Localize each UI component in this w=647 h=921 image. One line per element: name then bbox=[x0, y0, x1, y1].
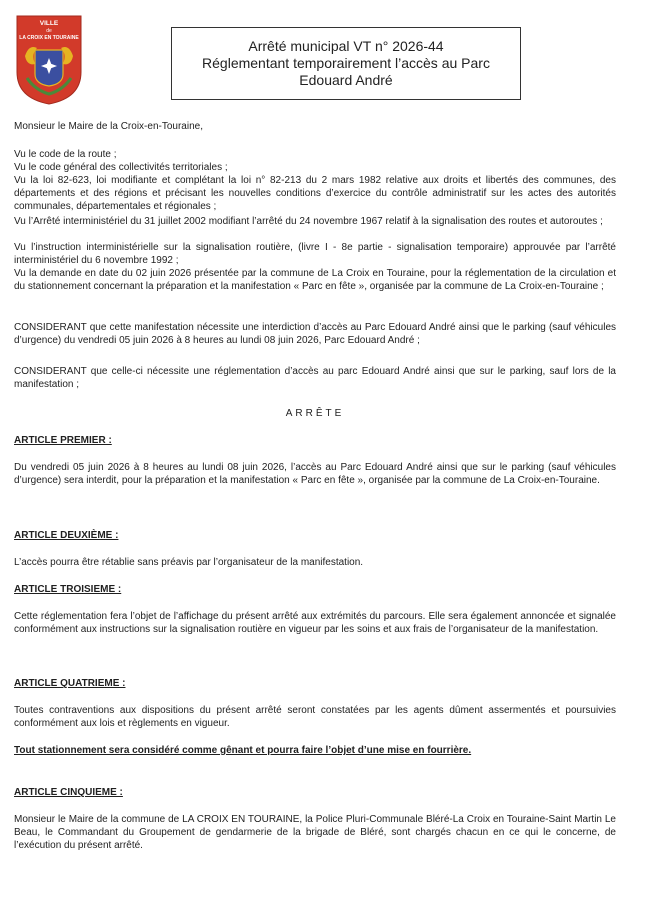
title-line-1: Arrêté municipal VT n° 2026-44 bbox=[248, 38, 444, 54]
article-5-text: Monsieur le Maire de la commune de LA CROIX EN TOURAINE, la Police Pluri-Communale Bléré-La Croix en Touraine-Saint Martin Le Beau, le Commandant du Groupement de gendarmerie de la brigade de Bléré, sont chargés chacun en ce qui le concerne, de l’exécution du présent arrêté. bbox=[14, 814, 616, 851]
article-5-heading: ARTICLE CINQUIEME : bbox=[14, 787, 123, 798]
title-line-3: Edouard André bbox=[299, 72, 393, 88]
article-2-text: L’accès pourra être rétablie sans préavis par l’organisateur de la manifestation. bbox=[14, 557, 364, 568]
consideration-loi-82-623: Vu la loi 82-623, loi modifiante et complétant la loi n° 82-213 du 2 mars 1982 relative aux droits et libertés des communes, des départements et des régions et précisant les nouvelles conditions d’exercice du contrôle administratif sur les actes des autorités communales, départementales et régionales ; bbox=[14, 175, 616, 212]
consideration-cgct: Vu le code général des collectivités territoriales ; bbox=[14, 162, 228, 173]
crest-text-name: LA CROIX EN TOURAINE bbox=[19, 35, 79, 41]
article-2-heading: ARTICLE DEUXIÈME : bbox=[14, 530, 119, 541]
article-4-emphasis: Tout stationnement sera considéré comme gênant et pourra faire l’objet d’une mise en fourrière. bbox=[14, 745, 472, 756]
town-crest-logo bbox=[15, 14, 83, 106]
article-3-heading: ARTICLE TROISIEME : bbox=[14, 584, 122, 595]
consideration-demande: Vu la demande en date du 02 juin 2026 présentée par la commune de La Croix en Touraine, pour la réglementation de la circulation et du stationnement concernant la préparation et la manifestation « Parc en fête », organisée par la commune de La Croix-en-Touraine ; bbox=[14, 268, 616, 292]
consideration-instruction: Vu l’instruction interministérielle sur la signalisation routière, (livre I - 8e partie - signalisation temporaire) approuvée par l’arrêté interministériel du 6 novembre 1992 ; bbox=[14, 242, 616, 266]
considerant-2: CONSIDERANT que celle-ci nécessite une réglementation d’accès au parc Edouard André ainsi que sur le parking, sauf lors de la manifestation ; bbox=[14, 366, 616, 390]
title-box bbox=[171, 27, 521, 100]
salutation: Monsieur le Maire de la Croix-en-Touraine, bbox=[14, 121, 203, 132]
article-3-text: Cette réglementation fera l’objet de l’affichage du présent arrêté aux extrémités du parcours. Elle sera également annoncée et signalée conformément aux instructions sur la signalisation routière en vigueur par les soins et aux frais de l’organisateur de la manifestation. bbox=[14, 611, 616, 635]
consideration-arrete-2002: Vu l’Arrêté interministériel du 31 juillet 2002 modifiant l’arrêté du 24 novembre 1967 relatif à la signalisation des routes et autoroutes ; bbox=[14, 216, 603, 227]
article-4-text: Toutes contraventions aux dispositions du présent arrêté seront constatées par les agents dûment assermentés et poursuivies conformément aux lois et règlements en vigueur. bbox=[14, 705, 616, 729]
article-1-heading: ARTICLE PREMIER : bbox=[14, 435, 112, 446]
title-line-2: Réglementant temporairement l’accès au Parc bbox=[202, 55, 490, 71]
article-4-heading: ARTICLE QUATRIEME : bbox=[14, 678, 126, 689]
crest-text-de: de bbox=[46, 28, 52, 34]
crest-text-ville: VILLE bbox=[39, 20, 59, 27]
article-1-text: Du vendredi 05 juin 2026 à 8 heures au lundi 08 juin 2026, l’accès au Parc Edouard André ainsi que sur le parking (sauf véhicules d’urgence) sera interdit, pour la préparation et la manifestation « Parc en fête », organisée par la commune de La Croix-en-Touraine. bbox=[14, 462, 616, 486]
considerant-1: CONSIDERANT que cette manifestation nécessite une interdiction d’accès au Parc Edouard André ainsi que le parking (sauf véhicules d’urgence) du vendredi 05 juin 2026 à 8 heures au lundi 08 juin 2026, Parc Edouard André ; bbox=[14, 322, 616, 346]
consideration-code-route: Vu le code de la route ; bbox=[14, 149, 117, 160]
arrete-heading: ARRÊTE bbox=[285, 408, 345, 419]
